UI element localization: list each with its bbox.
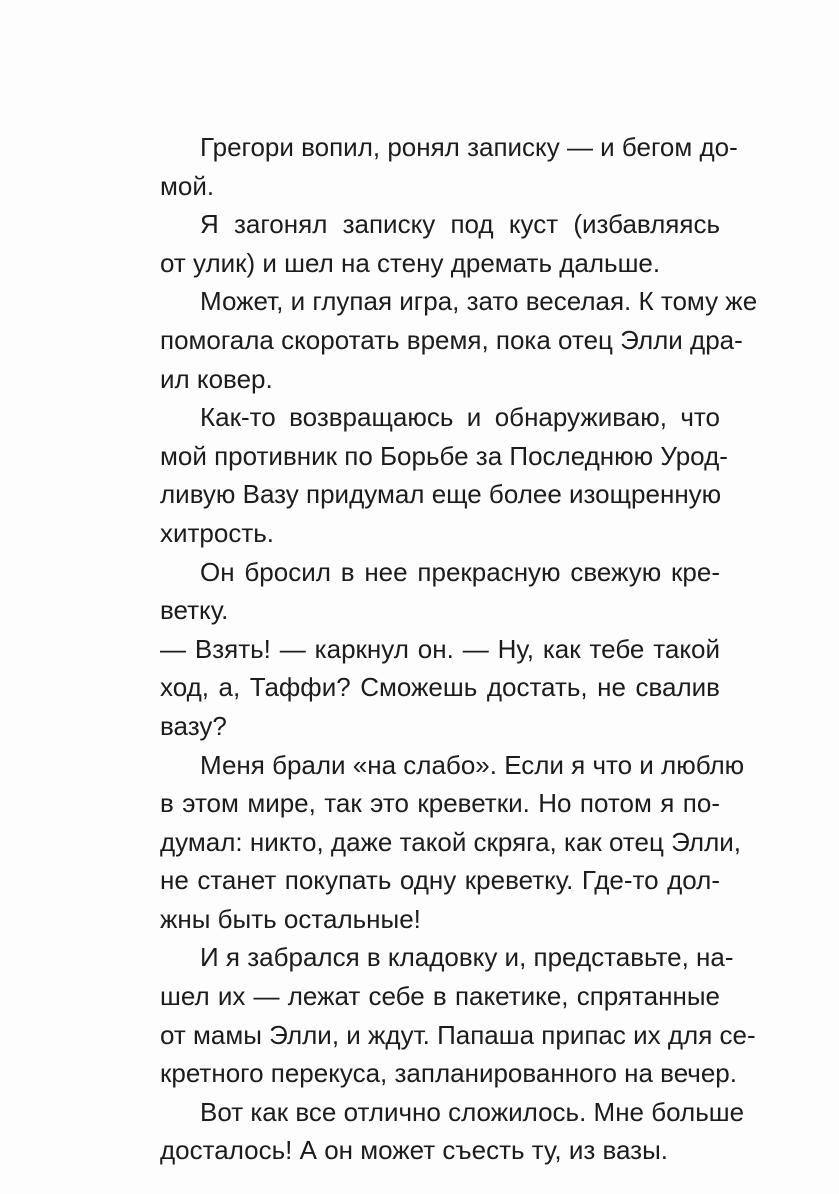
text-line: ливую Вазу придумал еще более изощренную [160,479,722,510]
text-line: кретного перекуса, запланированного на вечер. [160,1058,737,1089]
text-line: мой противник по Борьбе за Последнюю Урод- [160,440,728,471]
text-line: Как-то возвращаюсь и обнаруживаю, что [200,402,720,433]
text-line: помогала скоротать время, пока отец Элли дра- [160,324,743,355]
text-line: Меня брали «на слабо». Если я что и люблю [200,749,745,780]
paragraph-5 [160,553,720,630]
paragraph-6-dialogue [160,630,720,746]
paragraph-4 [160,398,728,552]
page-text [160,128,758,1170]
text-line: от мамы Элли, и ждут. Папаша припас их для се- [160,1019,756,1050]
text-line: мой. [160,170,215,201]
text-line: хитрость. [160,517,275,548]
text-line: Может, и глупая игра, зато веселая. К тому же [200,286,758,317]
text-line: досталось! А он может съесть ту, из вазы. [160,1135,669,1166]
text-line: Вот как все отлично сложилось. Мне больше [200,1096,745,1127]
paragraph-2 [160,205,720,282]
paragraph-3 [160,282,758,398]
paragraph-7 [160,746,745,939]
text-line: И я забрался в кладовку и, представьте, на- [200,942,734,973]
text-line: ход, а, Таффи? Сможешь достать, не свалив [160,672,720,703]
text-line: в этом мире, так это креветки. Но потом я по- [160,788,720,819]
text-line: ил ковер. [160,363,273,394]
text-line: жны быть остальные! [160,903,421,934]
text-line: думал: никто, даже такой скряга, как отец Элли, [160,826,742,857]
text-line: вазу? [160,710,227,741]
paragraph-8 [160,938,756,1092]
text-line: не станет покупать одну креветку. Где-то дол- [160,865,720,896]
text-line: ветку. [160,595,229,626]
text-line: Он бросил в нее прекрасную свежую кре- [200,556,720,587]
text-line: Я загонял записку под куст (избавляясь [200,209,720,240]
text-line: от улик) и шел на стену дремать дальше. [160,247,661,278]
paragraph-9 [160,1093,745,1170]
paragraph-1 [160,128,738,205]
text-line: Грегори вопил, ронял записку — и бегом до- [200,132,738,162]
text-line: шел их — лежат себе в пакетике, спрятанные [160,981,720,1012]
text-line: — Взять! — каркнул он. — Ну, как тебе такой [160,633,720,664]
